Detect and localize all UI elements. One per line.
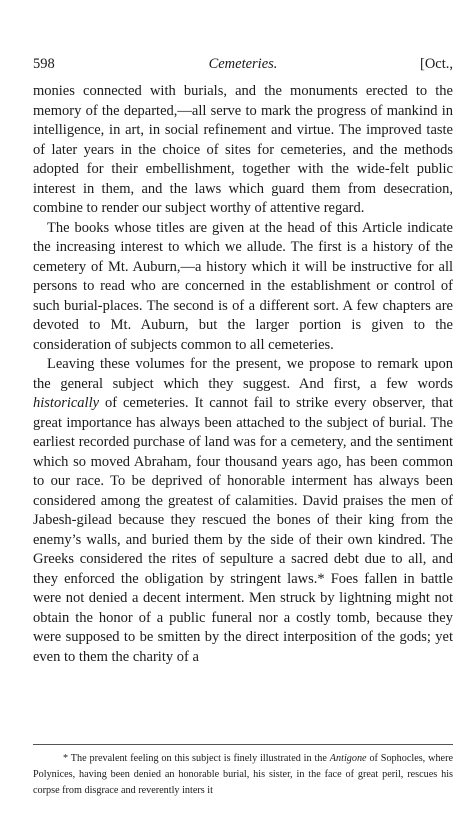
page-header bbox=[33, 56, 453, 76]
footnote-rule bbox=[33, 744, 453, 745]
running-month: [Oct., bbox=[419, 56, 453, 72]
emphasis-historically: historically bbox=[33, 395, 100, 411]
footnote-text bbox=[33, 751, 453, 799]
footnote-text-a: * The prevalent feeling on this subject is finely illustrated in the bbox=[63, 753, 330, 764]
article-body bbox=[33, 82, 453, 667]
running-title: Cemeteries. bbox=[208, 56, 278, 72]
footnote bbox=[33, 751, 453, 799]
page-number: 598 bbox=[33, 56, 55, 72]
emphasis-antigone: Antigone bbox=[329, 753, 367, 764]
paragraph-2: The books whose titles are given at the head of this Article indicate the increasing interest to which we allude. The first is a history of the cemetery of Mt. Auburn,—a history which it will be instructive for all persons to read who are concerned in the establishment or control of such burial-places. The second is of a different sort. A few chapters are devoted to Mt. Auburn, but the larger portion is given to the consideration of subjects common to all cemeteries. bbox=[33, 219, 453, 353]
paragraph-3 bbox=[33, 355, 453, 667]
paragraph-1: monies connected with burials, and the monuments erected to the memory of the departed,—all serve to mark the progress of mankind in intelligence, in art, in social refinement and virtue. The improved taste of later years in the choice of sites for cemeteries, and the methods adopted for their embellishment, together with the wide-felt public interest in them, and the laws which guard them from desecration, combine to render our subject worthy of attentive regard. bbox=[33, 83, 453, 216]
paragraph-3-text-a: Leaving these volumes for the present, we propose to remark upon the general subject which they suggest. And first, a few words bbox=[33, 356, 453, 392]
paragraph-3-text-b: of cemeteries. It cannot fail to strike every observer, that great importance has always been attached to the subject of burial. The earliest recorded purchase of land was for a cemetery, and the sentiment which so moved Abraham, four thousand years ago, has been common to our race. To be deprived of honorable interment has always been considered among the greatest of calamities. David praises the men of Jabesh-gilead because they rescued the bones of their king from the enemy’s walls, and buried them by the side of their own kindred. The Greeks considered the rites of sepulture a sacred debt due to all, and they enforced the obligation by stringent laws.* Foes fallen in battle were not denied a decent interment. Men struck by lightning might not obtain the honor of a public funeral nor a costly tomb, because they were supposed to be smitten by the direct interposition of the gods; yet even to them the charity of a bbox=[33, 395, 453, 665]
footnote-text-b: of Sophocles, where Polynices, having been denied an honorable burial, his sister, in the face of great peril, rescues his corpse from disgrace and reverently inters it bbox=[33, 753, 453, 796]
